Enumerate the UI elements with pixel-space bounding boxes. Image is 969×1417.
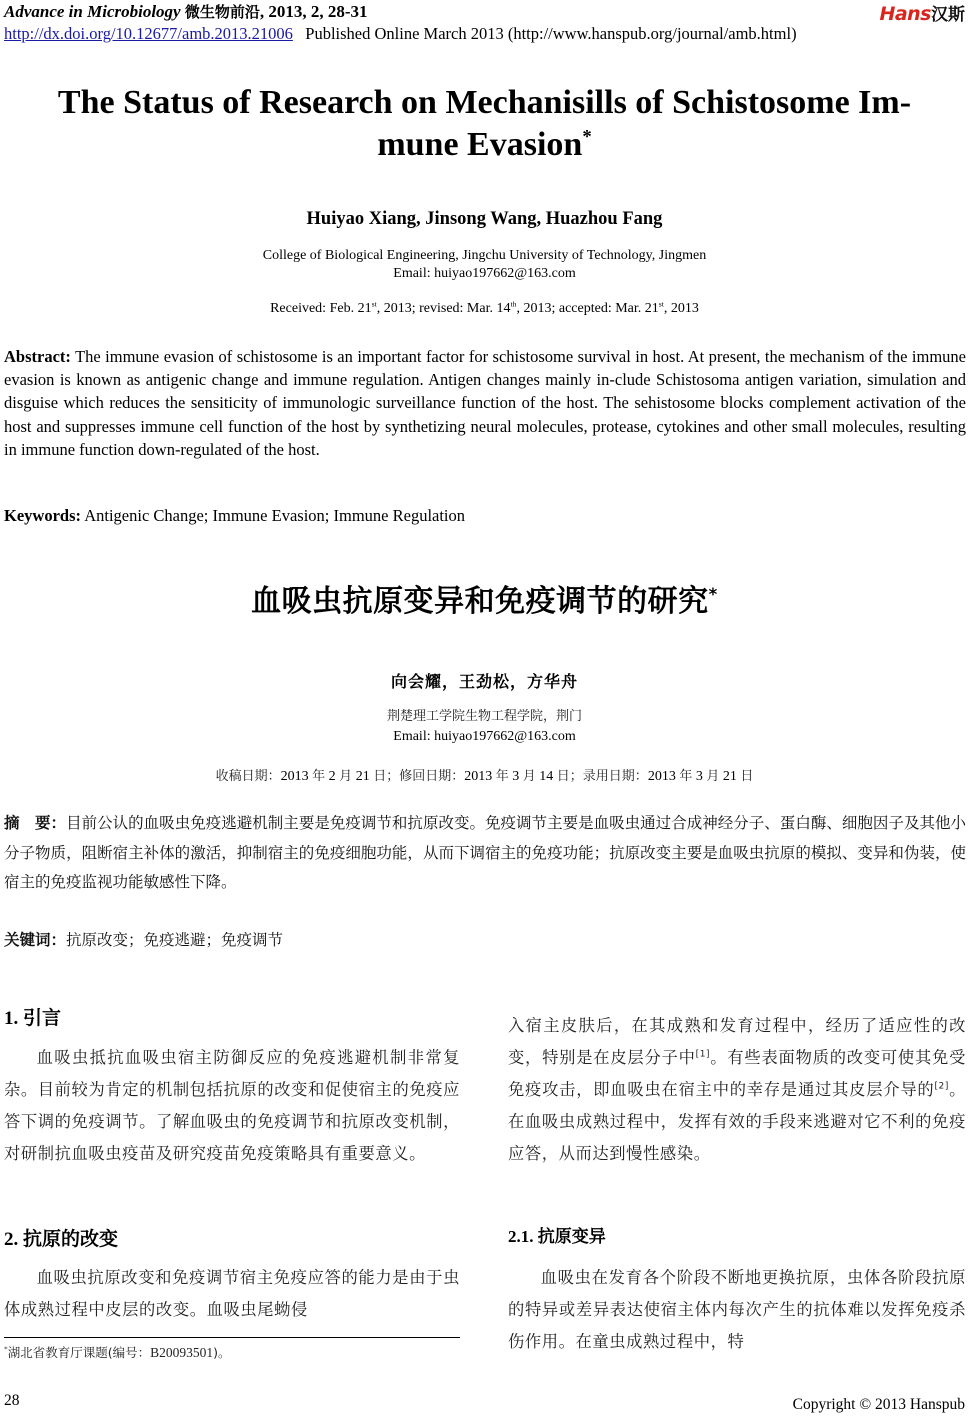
section-number: 1. [4,1008,19,1029]
affiliation-text: College of Biological Engineering, Jingchu University of Technology, Jingmen [262,248,707,263]
doi-line [4,24,797,44]
received-year: 2013 [280,769,309,784]
section-1-heading [4,1003,460,1030]
abstract-cn [4,809,966,898]
affiliation-cn-text: 荆楚理工学院生物工程学院，荆门 [386,709,582,724]
day-char: 日 [740,769,754,784]
abstract-cn-text: 目前公认的血吸虫免疫逃避机制主要是免疫调节和抗原改变。免疫调节主要是血吸虫通过合成神经分子、蛋白酶、细胞因子及其他小分子物质，阻断宿主补体的激活，抑制宿主的免疫细胞功能，从而下调宿主的免疫功能；抗原改变主要是血吸虫抗原的模拟、变异和伪装，使宿主的免疫监视功能敏感性下降。 [4,814,966,891]
accepted-label-cn: 录用日期： [582,769,648,784]
paper-title-cn [0,576,969,620]
title-line-1: The Status of Research on Mechanisills of Schistosome Im- [57,84,912,121]
keywords-text: Antigenic Change; Immune Evasion; Immune Regulation [84,506,466,525]
footnote [4,1343,231,1361]
title-cn-mark: * [708,585,718,604]
section-2-heading [4,1224,460,1251]
dates-tail: , 2013 [663,301,699,316]
affiliation-cn [0,707,969,747]
keywords-cn [4,928,283,950]
received-day: 21 [355,769,370,784]
section-2-paragraph-left: 血吸虫抗原改变和免疫调节宿主免疫应答的能力是由于虫体成熟过程中皮层的改变。血吸虫尾蚴侵 [4,1268,460,1319]
citation-1[interactable]: [1] [695,1049,711,1060]
keywords-cn-text: 抗原改变；免疫逃避；免疫调节 [66,931,284,949]
section-title: 引言 [23,1007,62,1029]
footnote-code: B20093501 [150,1345,214,1360]
year-char: 年 [679,769,693,784]
copyright: Copyright © 2013 Hanspub [792,1396,965,1413]
title-footnote-mark: * [582,126,592,148]
para-text: 。在血吸虫成熟过程中，发挥有效的手段来逃避对它不利的免疫应答，从而达到慢性感染。 [508,1080,966,1163]
revised-label-cn: 修回日期： [399,769,465,784]
month-char: 月 [706,769,720,784]
section-2-1-heading [508,1222,966,1247]
section-number: 2. [4,1229,19,1250]
revised-sup: th [510,299,517,309]
footnote-divider [4,1337,460,1338]
revised-month: 3 [512,769,520,784]
day-char: 日 [373,769,387,784]
month-char: 月 [522,769,536,784]
affiliation-en [0,247,969,283]
accepted-day: 21 [722,769,737,784]
section-2-paragraph-right [508,1010,966,1170]
citation-2[interactable]: [2] [934,1081,949,1092]
section-title: 抗原的改变 [23,1228,119,1250]
received-label-cn: 收稿日期： [215,769,281,784]
dates-en [0,301,969,317]
abstract-cn-label: 摘 要： [4,814,67,832]
publisher-logo [879,0,965,25]
email-cn: Email: huiyao197662@163.com [393,729,576,744]
para-text: 。有些表面物质的改变可使其免受免疫攻击，即血吸虫在宿主中的幸存是通过其皮层介导的 [508,1048,966,1099]
year-char: 年 [495,769,509,784]
revised-day: 14 [539,769,554,784]
received-sup: st [371,299,377,309]
accepted-sup: st [658,299,664,309]
month-char: 月 [339,769,353,784]
abstract-text: The immune evasion of schistosome is an important factor for schistosome survival in host. At present, the mechanism of the immune evasion is known as antigenic change and immune regulation. Antigen changes mainly in-clude Schistosoma antigen variation, simulation and disguise which reduces the sensiticity of immunologic surveillance function of the host. The sehistosome blocks complement activation of the host and suppresses immune cell function of the host by synthetizing neural molecules, protease, cytokines and other small molecules, resulting in immune function down-regulated of the host. [4,347,966,459]
journal-issue: , 2013, 2, 28-31 [259,2,368,21]
year-char: 年 [312,769,326,784]
journal-name: Advance in Microbiology [4,2,181,21]
footnote-tail: )。 [213,1345,231,1360]
paper-title-en [0,82,969,166]
accepted-month: 3 [695,769,703,784]
subsection-number: 2.1. [508,1227,534,1246]
received-date: Received: Feb. 21 [270,301,372,316]
doi-link[interactable]: http://dx.doi.org/10.12677/amb.2013.21006 [4,24,293,43]
dates-cn [0,765,969,785]
page-number: 28 [4,1392,20,1409]
footnote-mark: * [4,1344,8,1354]
journal-name-cn: 微生物前沿 [184,3,260,21]
authors-en: Huiyao Xiang, Jinsong Wang, Huazhou Fang [306,209,663,229]
abstract-en [4,345,966,461]
sep: ； [386,769,400,784]
keywords-cn-label: 关键词： [4,931,67,949]
footnote-text: 湖北省教育厅课题(编号： [7,1345,151,1360]
logo-en: Hans [879,3,931,25]
keywords-en [4,506,465,526]
title-cn-text: 血吸虫抗原变异和免疫调节的研究 [251,584,709,619]
title-line-2: mune Evasion [377,126,583,163]
day-char: 日 [556,769,570,784]
section-2-1-paragraph: 血吸虫在发育各个阶段不断地更换抗原，虫体各阶段抗原的特异或差异表达使宿主体内每次产生的抗体难以发挥免疫杀伤作用。在童虫成熟过程中，特 [508,1268,966,1351]
sep: ； [569,769,583,784]
para-text: 入宿主皮肤后，在其成熟和发育过程中，经历了适应性的改变，特别是在皮层分子中 [508,1016,966,1067]
accepted-date: , 2013; accepted: Mar. 21 [516,301,659,316]
logo-cn: 汉斯 [931,5,965,25]
received-month: 2 [328,769,336,784]
accepted-year: 2013 [647,769,676,784]
subsection-title: 抗原变异 [537,1227,606,1247]
keywords-label: Keywords: [4,506,81,525]
revised-year: 2013 [464,769,493,784]
revised-date: , 2013; revised: Mar. 14 [376,301,511,316]
email-en: Email: huiyao197662@163.com [393,266,576,281]
published-info: Published Online March 2013 (http://www.hanspub.org/journal/amb.html) [305,24,797,43]
journal-header [4,1,368,22]
abstract-label: Abstract: [4,347,71,366]
authors-cn: 向会耀，王劲松，方华舟 [390,672,578,691]
section-1-paragraph: 血吸虫抵抗血吸虫宿主防御反应的免疫逃避机制非常复杂。目前较为肯定的机制包括抗原的改变和促使宿主的免疫应答下调的免疫调节。了解血吸虫的免疫调节和抗原改变机制，对研制抗血吸虫疫苗及研究疫苗免疫策略具有重要意义。 [4,1048,460,1163]
